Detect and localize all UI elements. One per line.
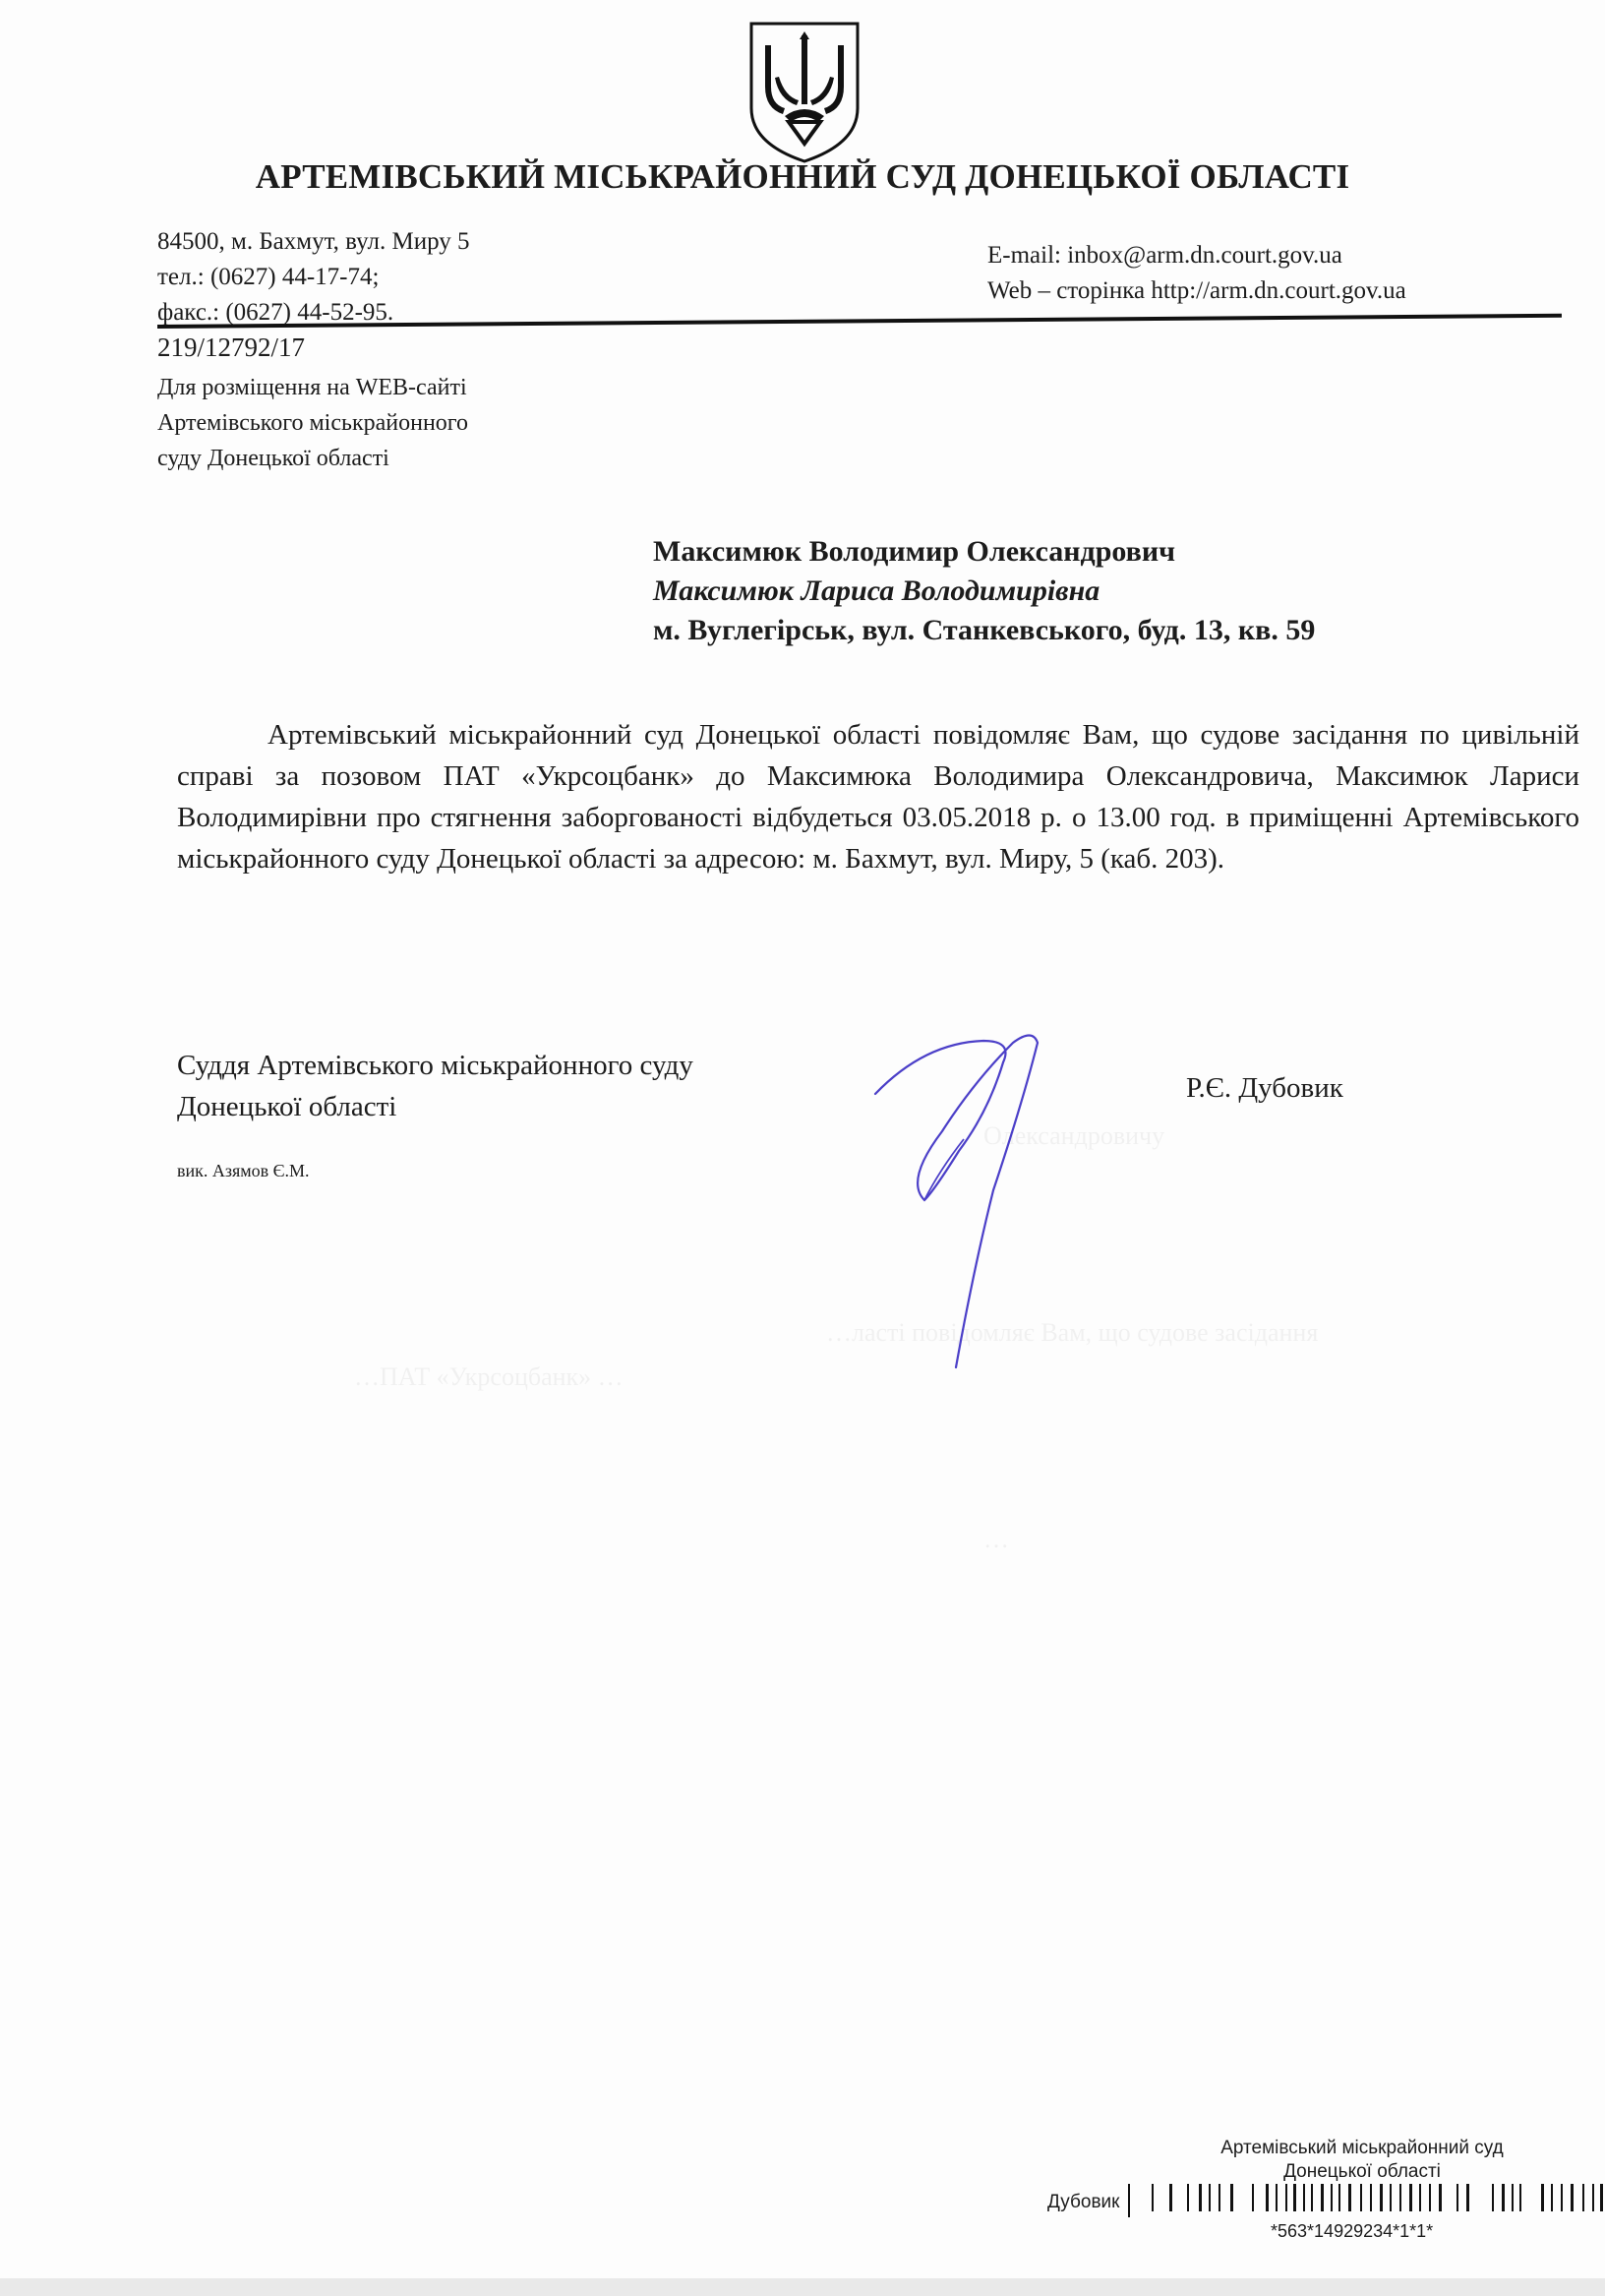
addressee-address: м. Вуглегірськ, вул. Станкевського, буд. 13, кв. 59: [653, 614, 1316, 646]
registry-stamp-org: [1151, 2137, 1574, 2184]
judge-name: Р.Є. Дубовик: [1186, 1072, 1343, 1104]
court-address: 84500, м. Бахмут, вул. Миру 5: [157, 228, 470, 255]
stamp-org-line: Донецької області: [1283, 2161, 1441, 2182]
stamp-org-line: Артемівський міськрайонний суд: [1220, 2138, 1504, 2158]
coat-of-arms-icon: [745, 18, 863, 165]
notice-body: Артемівський міськрайонний суд Донецької області повідомляє Вам, що судове засідання по цивільній справі за позовом ПАТ «Укрсоцбанк» до Максимюка Володимира Олександровича, Максимюк Лариси Володимирівни про стягнення заборгованості відбудеться 03.05.2018 р. о 13.00 год. в приміщенні Артемівського міськрайонного суду Донецької області за адресою: м. Бахмут, вул. Миру, 5 (каб. 203).: [177, 719, 1579, 875]
web-placement-note: [157, 370, 468, 476]
court-fax: факс.: (0627) 44-52-95.: [157, 299, 394, 326]
court-website: Web – сторінка http://arm.dn.court.gov.ua: [987, 277, 1406, 304]
addressee-name-1: Максимюк Володимир Олександрович: [653, 535, 1176, 568]
web-note-line: суду Донецької області: [157, 446, 389, 471]
show-through-text: …ласті повідомляє Вам, що судове засідання: [826, 1318, 1319, 1347]
show-through-text: …ПАТ «Укрсоцбанк» …: [354, 1362, 624, 1391]
barcode-number: *563*14929234*1*1*: [1271, 2221, 1434, 2241]
barcode-icon: [1128, 2180, 1605, 2221]
judge-position-line: Суддя Артемівського міськрайонного суду: [177, 1050, 693, 1081]
judge-position: [177, 1045, 693, 1127]
web-note-line: Для розміщення на WEB-сайті: [157, 375, 467, 400]
show-through-text: …: [983, 1525, 1009, 1553]
judge-position-line: Донецької області: [177, 1091, 397, 1122]
addressee-block: [653, 532, 1315, 650]
executor-note: вик. Азямов Є.М.: [177, 1161, 310, 1180]
court-email: E-mail: inbox@arm.dn.court.gov.ua: [987, 242, 1342, 269]
web-note-line: Артемівського міськрайонного: [157, 410, 469, 436]
addressee-name-2: Максимюк Лариса Володимирівна: [653, 574, 1100, 607]
court-name-heading: АРТЕМІВСЬКИЙ МІСЬКРАЙОННИЙ СУД ДОНЕЦЬКОЇ ОБЛАСТІ: [255, 157, 1350, 196]
scan-bottom-edge: [0, 2278, 1605, 2296]
registry-stamp-name: Дубовик: [1047, 2192, 1120, 2212]
court-phone: тел.: (0627) 44-17-74;: [157, 264, 380, 290]
show-through-text: Олександровичу: [983, 1121, 1165, 1150]
case-number: 219/12792/17: [157, 332, 306, 362]
handwritten-signature-icon: [865, 1023, 1062, 1387]
